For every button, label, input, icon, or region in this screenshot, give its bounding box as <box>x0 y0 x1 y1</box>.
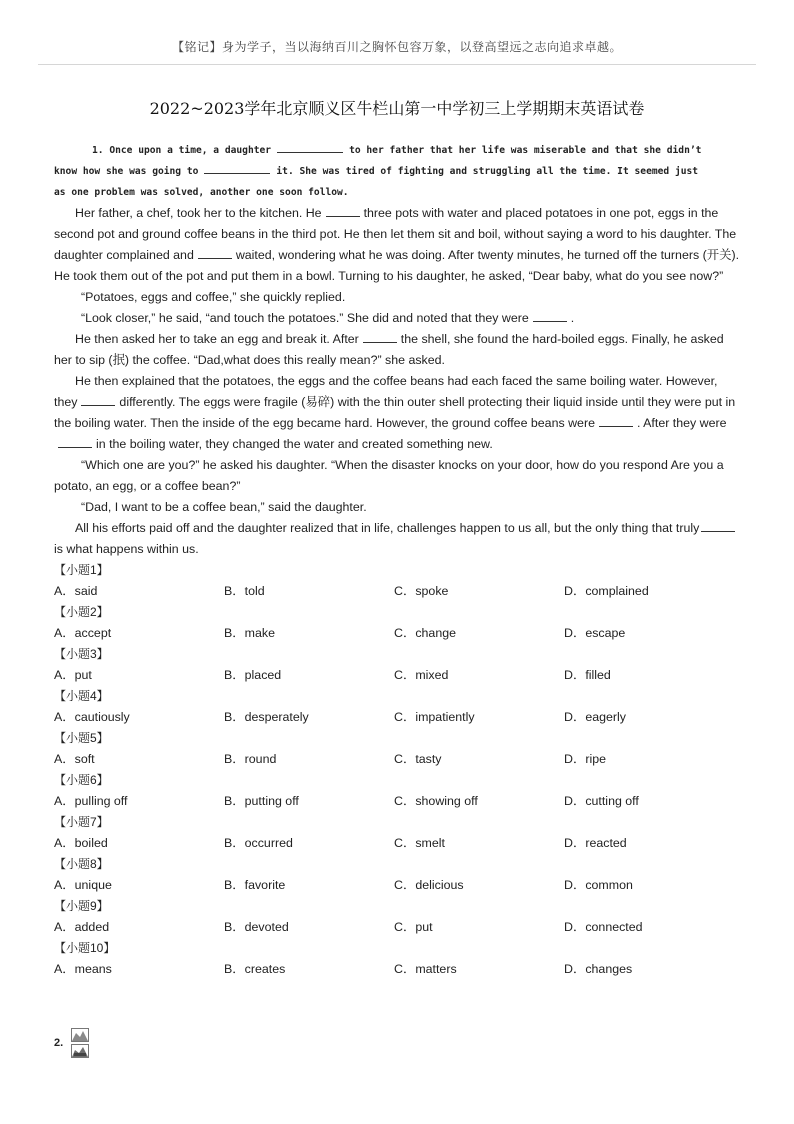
option-b[interactable]: B．make <box>224 626 275 640</box>
option-d[interactable]: D．reacted <box>564 836 627 850</box>
passage-paragraph <box>54 308 744 329</box>
passage-paragraph: “Dad, I want to be a coffee bean,” said the daughter. <box>81 500 367 514</box>
option-b[interactable]: B．devoted <box>224 920 289 934</box>
option-row <box>54 707 744 728</box>
passage-text: He then asked her to take an egg and break it. After <box>75 332 359 346</box>
option-c[interactable]: C．change <box>394 626 456 640</box>
passage-text: All his efforts paid off and the daughter realized that in life, challenges happen to us all, but the only thing that truly <box>75 521 700 535</box>
option-row <box>54 875 744 896</box>
option-d[interactable]: D．changes <box>564 962 633 976</box>
option-row <box>54 581 744 602</box>
passage-text: . After they were <box>636 416 727 430</box>
subquestion-label: 【小题3】 <box>54 647 109 661</box>
option-c[interactable]: C．matters <box>394 962 457 976</box>
option-b[interactable]: B．favorite <box>224 878 286 892</box>
option-row <box>54 623 744 644</box>
option-row <box>54 833 744 854</box>
option-b[interactable]: B．putting off <box>224 794 299 808</box>
option-d[interactable]: D．filled <box>564 668 611 682</box>
passage-paragraph: “Which one are you?” he asked his daughter. “When the disaster knocks on your door, how do you respond Are you a potato, an egg, or a coffee bean?” <box>54 458 724 493</box>
option-b[interactable]: B．round <box>224 752 277 766</box>
intro-text: know how she was going to <box>54 166 199 177</box>
subquestion-label: 【小题2】 <box>54 605 109 619</box>
option-d[interactable]: D．common <box>564 878 633 892</box>
option-d[interactable]: D．eagerly <box>564 710 626 724</box>
option-row <box>54 749 744 770</box>
passage-paragraph: “Potatoes, eggs and coffee,” she quickly replied. <box>81 290 346 304</box>
passage-text: . <box>570 311 575 325</box>
option-row <box>54 959 744 980</box>
option-d[interactable]: D．cutting off <box>564 794 639 808</box>
passage-text: Her father, a chef, took her to the kitchen. He <box>75 206 322 220</box>
option-d[interactable]: D．escape <box>564 626 626 640</box>
question-1 <box>54 140 744 980</box>
question-2 <box>54 1028 89 1058</box>
option-b[interactable]: B．creates <box>224 962 286 976</box>
blank-1 <box>277 141 343 153</box>
blank-4 <box>198 247 232 259</box>
subquestion-list <box>54 560 744 980</box>
blank-6 <box>363 331 397 343</box>
subquestion-label: 【小题6】 <box>54 773 109 787</box>
blank-3 <box>326 205 360 217</box>
option-a[interactable]: A．means <box>54 962 112 976</box>
question-1-intro <box>54 140 744 161</box>
blank-7 <box>81 394 115 406</box>
subquestion-label: 【小题9】 <box>54 899 109 913</box>
blank-8 <box>599 415 633 427</box>
option-c[interactable]: C．showing off <box>394 794 478 808</box>
option-a[interactable]: A．accept <box>54 626 112 640</box>
option-c[interactable]: C．delicious <box>394 878 464 892</box>
option-c[interactable]: C．impatiently <box>394 710 475 724</box>
header-motto: 【铭记】身为学子，当以海纳百川之胸怀包容万象，以登高望远之志向追求卓越。 <box>171 40 622 54</box>
option-row <box>54 917 744 938</box>
passage-paragraph <box>54 329 744 371</box>
subquestion-label: 【小题7】 <box>54 815 109 829</box>
subquestion-label: 【小题5】 <box>54 731 109 745</box>
option-d[interactable]: D．connected <box>564 920 643 934</box>
passage-text: the shell, she found the hard-boiled eggs. Finally, he asked her to sip (抿) the coffee. “Dad,what does this really mean?” she asked. <box>54 332 724 367</box>
option-a[interactable]: A．soft <box>54 752 95 766</box>
intro-text: it. She was tired of fighting and struggling all the time. It seemed just <box>276 166 699 177</box>
option-d[interactable]: D．ripe <box>564 752 606 766</box>
blank-2 <box>204 162 270 174</box>
option-c[interactable]: C．put <box>394 920 433 934</box>
passage-text: three pots with water and placed potatoes in one pot, eggs in the second pot and ground coffee beans in the third pot. He then let them sit and boil, without saying a word to his daughter. The daughter complained and <box>54 206 737 262</box>
option-b[interactable]: B．placed <box>224 668 282 682</box>
option-row <box>54 665 744 686</box>
question-2-number: 2. <box>54 1037 64 1049</box>
passage-text: is what happens within us. <box>54 542 199 556</box>
passage-text: “Look closer,” he said, “and touch the potatoes.” She did and noted that they were <box>81 311 529 325</box>
subquestion-label: 【小题8】 <box>54 857 109 871</box>
blank-10 <box>701 520 735 532</box>
blank-5 <box>533 310 567 322</box>
blank-9 <box>58 436 92 448</box>
passage-paragraph <box>54 518 744 560</box>
option-c[interactable]: C．tasty <box>394 752 442 766</box>
option-a[interactable]: A．unique <box>54 878 112 892</box>
option-a[interactable]: A．said <box>54 584 98 598</box>
passage-text: in the boiling water, they changed the water and created something new. <box>96 437 493 451</box>
subquestion-label: 【小题1】 <box>54 563 109 577</box>
subquestion-label: 【小题4】 <box>54 689 109 703</box>
passage-paragraph <box>54 203 744 287</box>
option-d[interactable]: D．complained <box>564 584 649 598</box>
option-c[interactable]: C．mixed <box>394 668 449 682</box>
option-a[interactable]: A．added <box>54 920 110 934</box>
question-1-intro-line2 <box>54 161 744 182</box>
passage-text: differently. The eggs were fragile (易碎) with the thin outer shell protecting their liquid inside until they were put in the boiling water. Then the inside of the egg became hard. However, the ground coffee beans were <box>54 395 736 430</box>
option-b[interactable]: B．desperately <box>224 710 309 724</box>
option-c[interactable]: C．spoke <box>394 584 449 598</box>
intro-text: 1. Once upon a time, a daughter <box>92 145 272 156</box>
subquestion-label: 【小题10】 <box>54 941 116 955</box>
option-row <box>54 791 744 812</box>
option-a[interactable]: A．boiled <box>54 836 108 850</box>
page-title: 2022~2023学年北京顺义区牛栏山第一中学初三上学期期末英语试卷 <box>149 99 645 118</box>
option-a[interactable]: A．pulling off <box>54 794 128 808</box>
option-b[interactable]: B．occurred <box>224 836 293 850</box>
passage-text: waited, wondering what he was doing. After twenty minutes, he turned off the turners (开关). He took them out of the pot and put them in a bowl. Turning to his daughter, he asked, “Dear baby, what do you see now?” <box>54 248 740 283</box>
intro-text: to her father that her life was miserable and that she didn’t <box>349 145 702 156</box>
header-divider <box>38 64 756 65</box>
question-1-intro-line3: as one problem was solved, another one soon follow. <box>54 187 349 198</box>
option-c[interactable]: C．smelt <box>394 836 445 850</box>
passage-paragraph <box>54 371 744 455</box>
question-image-icon <box>71 1028 89 1058</box>
option-a[interactable]: A．put <box>54 668 92 682</box>
option-b[interactable]: B．told <box>224 584 265 598</box>
passage-text: He then explained that the potatoes, the eggs and the coffee beans had each faced the same boiling water. However, they <box>54 374 718 409</box>
option-a[interactable]: A．cautiously <box>54 710 130 724</box>
